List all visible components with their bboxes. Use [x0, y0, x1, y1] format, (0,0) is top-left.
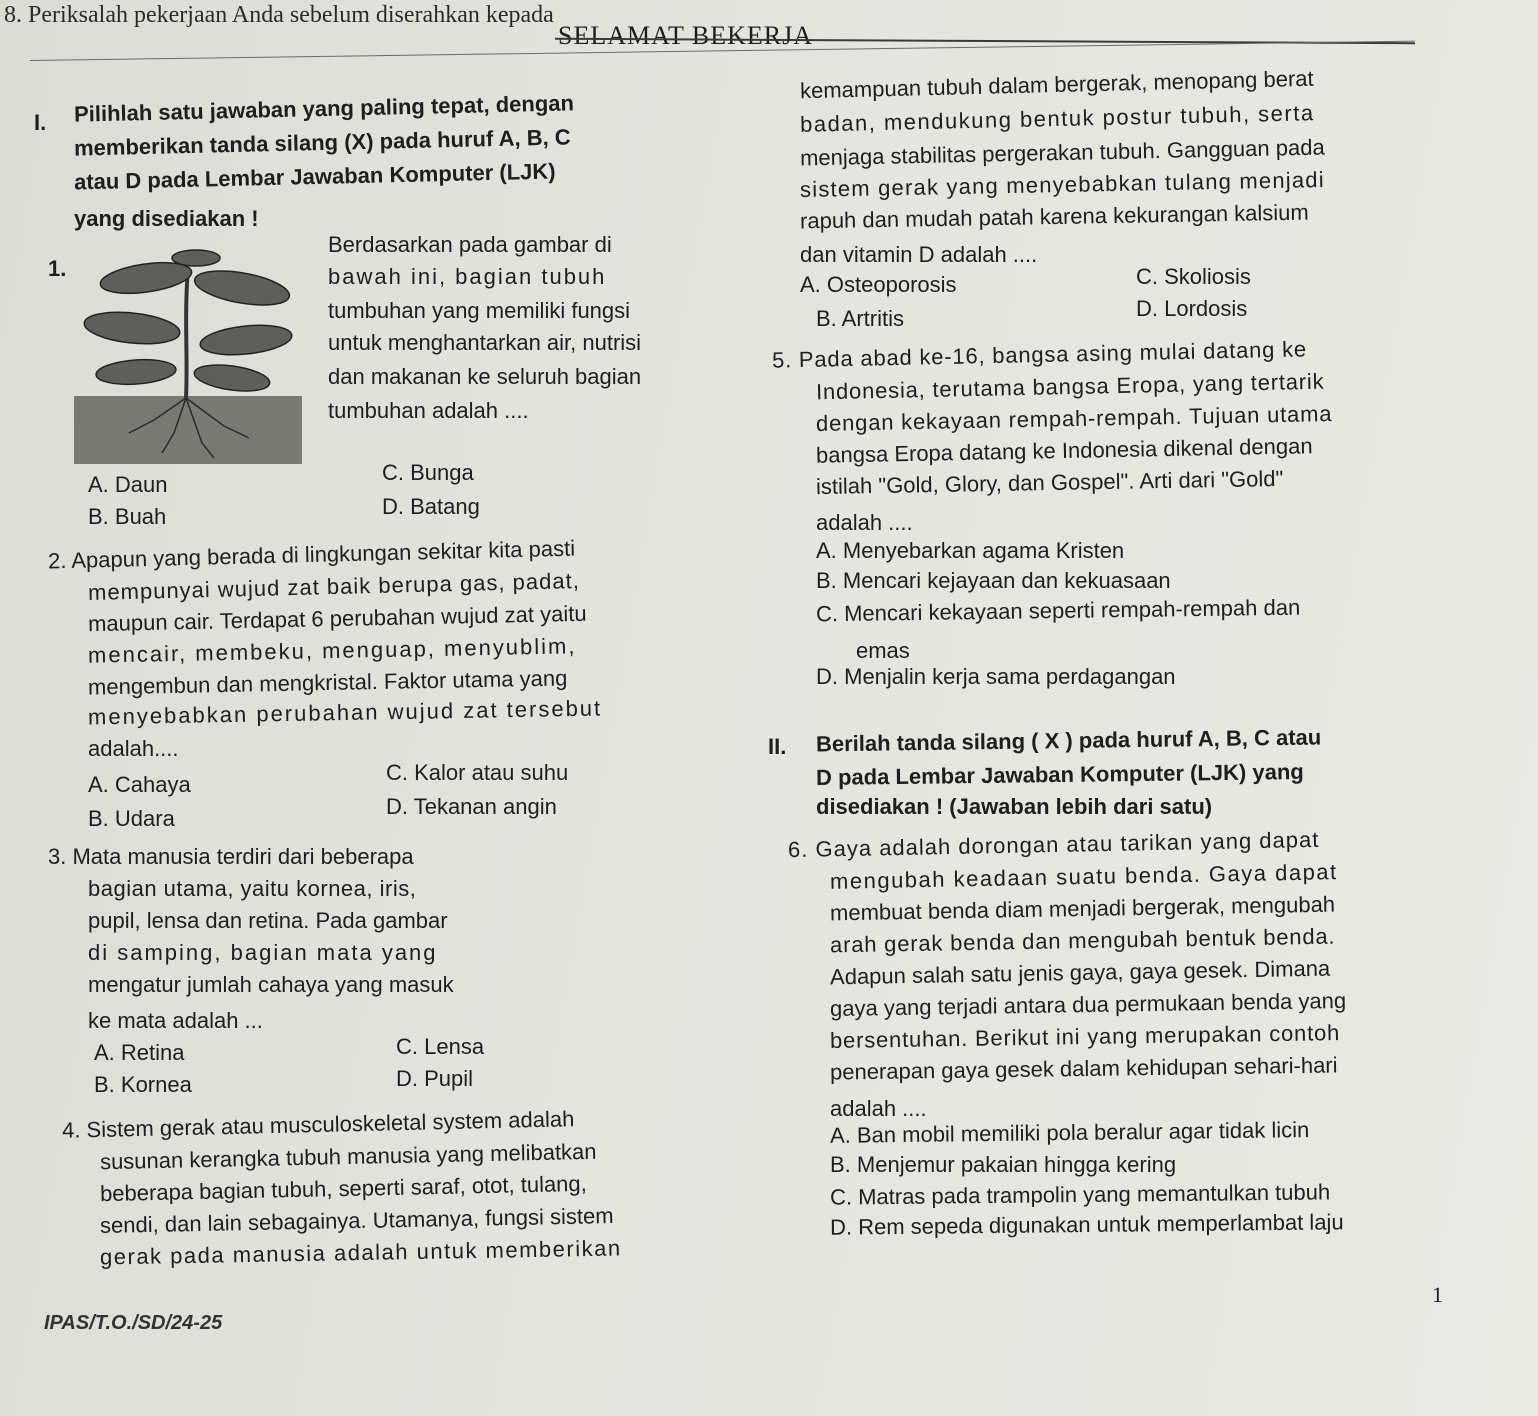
question-number: 1. — [48, 256, 67, 281]
option-a[interactable]: A. Cahaya — [88, 772, 191, 797]
section-number: I. — [34, 110, 47, 135]
question-text-line: mengembun dan mengkristal. Faktor utama yang — [87, 665, 568, 700]
option-c-continued: emas — [856, 638, 910, 663]
option-a[interactable]: A. Retina — [94, 1040, 185, 1065]
question-text-line: 6. Gaya adalah dorongan atau tarikan yang dapat — [787, 826, 1320, 863]
question-text-line: sendi, dan lain sebagainya. Utamanya, fungsi sistem — [99, 1203, 614, 1238]
question-text-line: ke mata adalah ... — [88, 1008, 263, 1033]
section-instruction-line: Berilah tanda silang ( X ) pada huruf A, B, C atau — [815, 724, 1322, 757]
option-d[interactable]: D. Menjalin kerja sama perdagangan — [816, 664, 1176, 689]
question-text-line: mencair, membeku, menguap, menyublim, — [87, 633, 577, 668]
question-text-line: dan vitamin D adalah .... — [800, 242, 1038, 267]
question-text-line: gerak pada manusia adalah untuk memberikan — [99, 1235, 622, 1270]
option-b[interactable]: B. Udara — [88, 806, 175, 831]
question-text-line: di samping, bagian mata yang — [88, 940, 438, 965]
question-text-line: istilah "Gold, Glory, dan Gospel". Arti dari "Gold" — [815, 465, 1284, 500]
question-text-line: bersentuhan. Berikut ini yang merupakan contoh — [829, 1019, 1341, 1054]
question-text-line: gaya yang terjadi antara dua permukaan benda yang — [829, 987, 1347, 1022]
question-text-line: 4. Sistem gerak atau musculoskeletal system adalah — [61, 1106, 575, 1143]
option-a[interactable]: A. Menyebarkan agama Kristen — [816, 538, 1125, 563]
section-instruction-line: disediakan ! (Jawaban lebih dari satu) — [816, 794, 1213, 819]
question-text-line: beberapa bagian tubuh, seperti saraf, otot, tulang, — [99, 1170, 587, 1207]
question-text-line: membuat benda diam menjadi bergerak, mengubah — [829, 891, 1336, 926]
option-c[interactable]: C. Kalor atau suhu — [386, 760, 569, 785]
section-instruction-line: D pada Lembar Jawaban Komputer (LJK) yang — [815, 759, 1304, 790]
question-text-line: 5. Pada abad ke-16, bangsa asing mulai datang ke — [771, 336, 1308, 373]
option-c[interactable]: C. Matras pada trampolin yang memantulkan tubuh — [829, 1179, 1331, 1210]
option-a[interactable]: A. Osteoporosis — [800, 272, 957, 297]
question-text-line: adalah .... — [816, 510, 913, 535]
option-c[interactable]: C. Mencari kekayaan seperti rempah-rempah dan — [815, 594, 1301, 627]
document-code: IPAS/T.O./SD/24-25 — [44, 1312, 223, 1334]
option-d[interactable]: D. Pupil — [396, 1066, 474, 1091]
section-instruction-line: yang disediakan ! — [74, 206, 259, 231]
option-c[interactable]: C. Lensa — [396, 1034, 485, 1059]
question-text-line: adalah.... — [88, 736, 179, 761]
top-instruction: 8. Periksalah pekerjaan Anda sebelum diserahkan kepada — [4, 2, 554, 28]
question-text-line: arah gerak benda dan mengubah bentuk benda. — [829, 923, 1336, 958]
question-text-line: menjaga stabilitas pergerakan tubuh. Gangguan pada — [799, 134, 1325, 171]
question-text-line: bangsa Eropa datang ke Indonesia dikenal dengan — [815, 433, 1313, 468]
question-text-line: tumbuhan adalah .... — [328, 398, 529, 423]
question-text-line: Adapun salah satu jenis gaya, gaya gesek. Dimana — [829, 955, 1331, 990]
section-number: II. — [768, 734, 787, 759]
question-text-line: Indonesia, terutama bangsa Eropa, yang tertarik — [815, 368, 1325, 405]
question-text-line: badan, mendukung bentuk postur tubuh, serta — [799, 100, 1315, 137]
question-text-line: kemampuan tubuh dalam bergerak, menopang berat — [799, 65, 1314, 104]
question-text-line: mengatur jumlah cahaya yang masuk — [88, 972, 454, 997]
question-text-line: rapuh dan mudah patah karena kekurangan kalsium — [799, 199, 1309, 234]
section-instruction-line: Pilihlah satu jawaban yang paling tepat, dengan — [73, 90, 575, 127]
option-b[interactable]: B. Mencari kejayaan dan kekuasaan — [816, 568, 1171, 593]
question-text-line: mengubah keadaan suatu benda. Gaya dapat — [829, 859, 1338, 894]
section-instruction-line: memberikan tanda silang (X) pada huruf A, B, C — [73, 124, 571, 161]
question-text-line: dan makanan ke seluruh bagian — [328, 364, 642, 389]
option-b[interactable]: B. Artritis — [816, 306, 905, 331]
option-d[interactable]: D. Rem sepeda digunakan untuk memperlambat laju — [829, 1209, 1344, 1240]
option-b[interactable]: B. Buah — [88, 504, 167, 529]
page-title: SELAMAT BEKERJA — [558, 21, 814, 50]
section-instruction-line: atau D pada Lembar Jawaban Komputer (LJK) — [73, 158, 556, 195]
option-a[interactable]: A. Ban mobil memiliki pola beralur agar tidak licin — [829, 1117, 1310, 1148]
option-c[interactable]: C. Bunga — [382, 460, 474, 485]
question-text-line: pupil, lensa dan retina. Pada gambar — [88, 908, 448, 933]
question-text-line: Berdasarkan pada gambar di — [328, 232, 612, 257]
option-b[interactable]: B. Menjemur pakaian hingga kering — [830, 1152, 1177, 1177]
question-text-line: bagian utama, yaitu kornea, iris, — [88, 876, 417, 901]
question-text-line: dengan kekayaan rempah-rempah. Tujuan utama — [815, 401, 1333, 436]
page-number: 1 — [1432, 1282, 1443, 1307]
question-text-line: susunan kerangka tubuh manusia yang melibatkan — [99, 1138, 597, 1175]
option-d[interactable]: D. Lordosis — [1136, 296, 1248, 321]
question-text-line: 2. Apapun yang berada di lingkungan sekitar kita pasti — [47, 535, 576, 574]
option-c[interactable]: C. Skoliosis — [1136, 264, 1251, 289]
question-text-line: mempunyai wujud zat baik berupa gas, padat, — [87, 567, 581, 606]
plant-image — [74, 248, 302, 464]
option-d[interactable]: D. Tekanan angin — [386, 794, 557, 819]
question-text-line: sistem gerak yang menyebabkan tulang menjadi — [799, 166, 1326, 203]
question-text-line: penerapan gaya gesek dalam kehidupan sehari-hari — [829, 1052, 1338, 1085]
question-text-line: maupun cair. Terdapat 6 perubahan wujud zat yaitu — [87, 600, 587, 637]
option-b[interactable]: B. Kornea — [94, 1072, 192, 1097]
question-text-line: 3. Mata manusia terdiri dari beberapa — [48, 844, 414, 869]
question-text-line: menyebabkan perubahan wujud zat tersebut — [87, 695, 603, 730]
option-d[interactable]: D. Batang — [382, 494, 480, 519]
question-text-line: adalah .... — [830, 1096, 927, 1121]
option-a[interactable]: A. Daun — [88, 472, 168, 497]
question-text-line: untuk menghantarkan air, nutrisi — [328, 330, 642, 355]
question-text-line: bawah ini, bagian tubuh — [328, 264, 607, 289]
question-text-line: tumbuhan yang memiliki fungsi — [328, 298, 631, 323]
